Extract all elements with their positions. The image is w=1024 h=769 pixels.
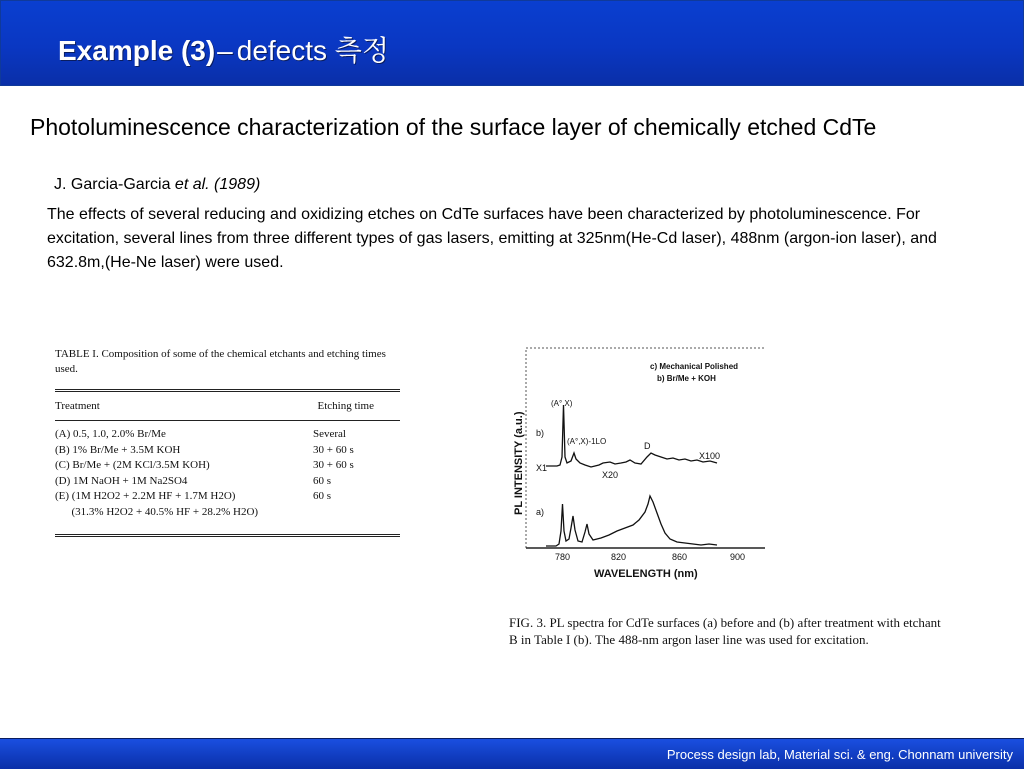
- footer-text: Process design lab, Material sci. & eng. Chonnam university: [666, 747, 1013, 762]
- author-name: J. Garcia-Garcia: [54, 176, 175, 193]
- table-cell-etching-time: 60 s: [313, 474, 332, 487]
- curve-label-b: b): [536, 428, 545, 438]
- legend-b: b) Br/Me + KOH: [657, 374, 716, 383]
- table-row: [55, 474, 400, 490]
- table-row: [55, 443, 400, 459]
- table-cell-treatment: (A) 0.5, 1.0, 2.0% Br/Me: [55, 428, 166, 440]
- table-cell-etching-time: 30 + 60 s: [313, 443, 354, 456]
- slide-title-rest: defects 측정: [236, 35, 389, 66]
- slide-title: [58, 29, 389, 69]
- slide-footer: [0, 738, 1024, 769]
- table-col-treatment: Treatment: [55, 400, 100, 412]
- legend-c: c) Mechanical Polished: [650, 362, 739, 371]
- table-cell-treatment: (E) (1M H2O2 + 2.2M HF + 1.7M H2O): [55, 490, 236, 502]
- pl-spectra-svg: [505, 345, 765, 585]
- x-tick-860: 860: [672, 552, 688, 562]
- curve-label-a: a): [536, 507, 545, 517]
- slide-header: [0, 0, 1024, 86]
- x-tick-820: 820: [611, 552, 627, 562]
- table-top-rule: [55, 389, 400, 392]
- slide-subtitle: Photoluminescence characterization of the surface layer of chemically etched CdTe: [30, 114, 877, 140]
- table-header-rule: [55, 420, 400, 421]
- abstract-text: The effects of several reducing and oxidizing etches on CdTe surfaces have been characterized by photoluminescence. For excitation, several lines from three different types of gas lasers, emitting at 325nm(He-Cd laser), 488nm (argon-ion laser), and 632.8m,(He-Ne laser) were used.: [47, 206, 937, 271]
- peak-label-d: D: [644, 441, 651, 451]
- multiplier-x1: X1: [536, 463, 548, 473]
- multiplier-x100: X100: [699, 451, 721, 461]
- table-caption: TABLE I. Composition of some of the chemical etchants and etching times used.: [55, 348, 386, 375]
- table-cell-treatment: (31.3% H2O2 + 40.5% HF + 28.2% H2O): [55, 505, 259, 518]
- y-axis-label: PL INTENSITY (a.u.): [513, 411, 525, 515]
- table-cell-etching-time: 60 s: [313, 490, 332, 502]
- x-tick-780: 780: [555, 552, 571, 562]
- peak-label-ax-lo: (A°,X)-1LO: [567, 437, 607, 446]
- pl-spectra-figure: [505, 345, 765, 585]
- table-cell-treatment: (D) 1M NaOH + 1M Na2SO4: [55, 474, 188, 487]
- table-cell-treatment: (C) Br/Me + (2M KCl/3.5M KOH): [55, 459, 210, 471]
- table-header: [55, 400, 400, 418]
- slide-title-dash: –: [217, 35, 233, 66]
- table-cell-etching-time: 30 + 60 s: [313, 459, 354, 471]
- x-axis-label: WAVELENGTH (nm): [594, 568, 698, 580]
- etchant-table: [55, 347, 400, 537]
- table-cell-etching-time: Several: [313, 428, 346, 440]
- author-citation: [54, 176, 260, 194]
- table-row: [55, 505, 400, 521]
- author-etal: et al. (1989): [174, 176, 261, 193]
- table-body: [55, 427, 400, 520]
- figure-caption: FIG. 3. PL spectra for CdTe surfaces (a) before and (b) after treatment with etchant B in Table I (b). The 488-nm argon laser line was used for excitation.: [509, 615, 941, 647]
- x-tick-900: 900: [730, 552, 746, 562]
- curve-a: [546, 496, 717, 546]
- multiplier-x20: X20: [602, 470, 619, 480]
- table-cell-treatment: (B) 1% Br/Me + 3.5M KOH: [55, 443, 181, 456]
- table-row: [55, 427, 400, 443]
- table-col-etching-time: Etching time: [317, 400, 374, 412]
- table-row: [55, 489, 400, 505]
- slide-title-bold: Example (3): [58, 35, 216, 66]
- curve-b: [546, 405, 717, 467]
- table-row: [55, 458, 400, 474]
- peak-label-ax: (A°,X): [551, 399, 573, 408]
- table-bottom-rule: [55, 534, 400, 537]
